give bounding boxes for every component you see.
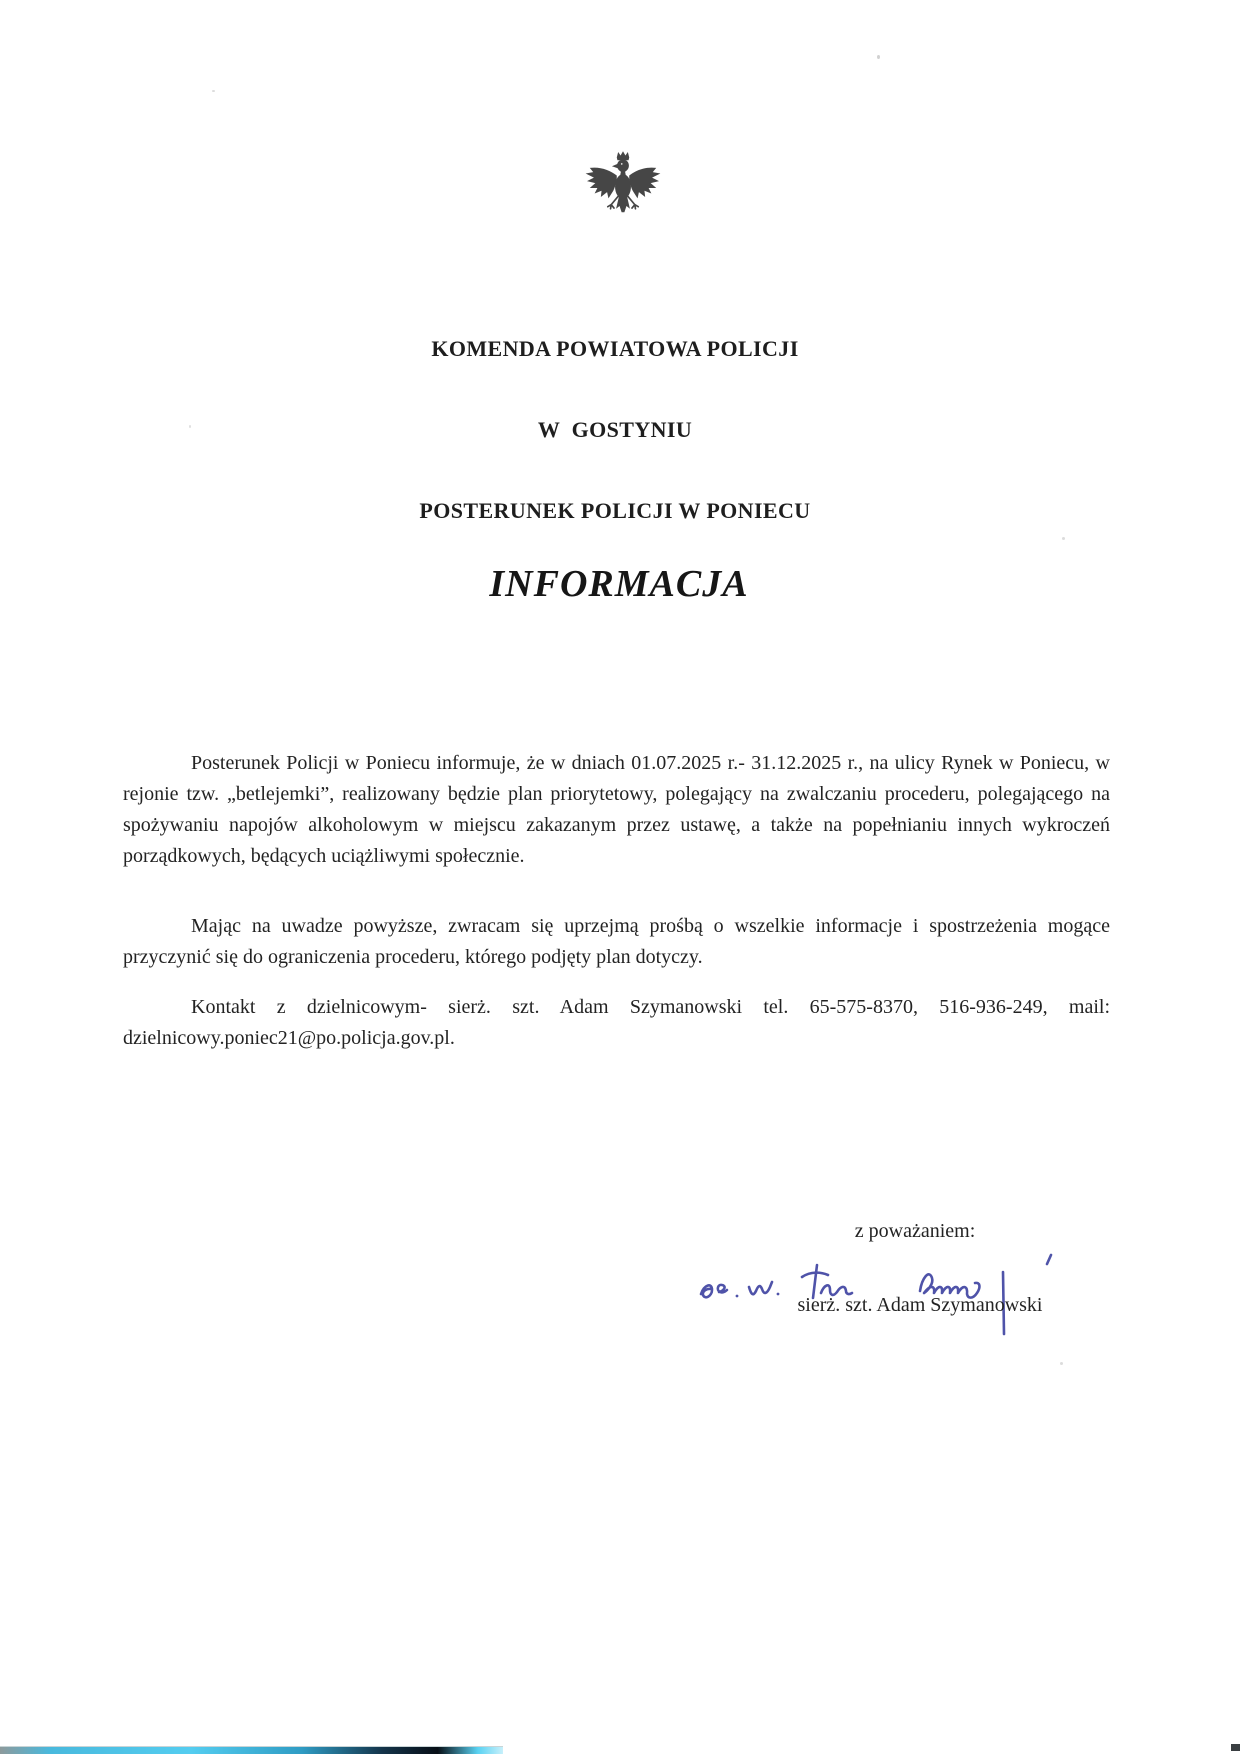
letterhead-line-unit: KOMENDA POWIATOWA POLICJI <box>431 336 799 361</box>
signatory-name: sierż. szt. Adam Szymanowski <box>797 1294 1043 1316</box>
scan-artifact-strip <box>0 1746 503 1754</box>
letterhead-line-city: W GOSTYNIU <box>537 417 693 442</box>
letterhead-line-station: POSTERUNEK POLICJI W PONIECU <box>419 498 811 523</box>
scan-speck <box>189 425 191 428</box>
letterhead <box>365 281 865 578</box>
scan-speck <box>212 90 215 92</box>
paragraph-contact: Kontakt z dzielnicowym- sierż. szt. Adam Szymanowski tel. 65-575-8370, 516-936-249, mail: dzielnicowy.poniec21@po.policja.gov.pl. <box>123 996 1110 1049</box>
paragraph-notice: Posterunek Policji w Poniecu informuje, że w dniach 01.07.2025 r.- 31.12.2025 r., na ulicy Rynek w Poniecu, w rejonie tzw. „betlejemki”, realizowany będzie plan priorytetowy, polegający na zwalczaniu procederu, polegającego na spożywaniu napojów alkoholowym w miejscu zakazanym przez ustawę, a także na popełnianiu innych wykroczeń porządkowych, będących uciążliwymi społecznie. <box>123 752 1110 867</box>
scan-artifact-mark <box>1231 1744 1240 1751</box>
paragraph-request: Mając na uwadze powyższe, zwracam się uprzejmą prośbą o wszelkie informacje i spostrzeżenia mogące przyczynić się do ograniczenia procederu, którego podjęty plan dotyczy. <box>123 915 1110 968</box>
scan-speck <box>1060 1362 1063 1365</box>
polish-eagle-emblem-icon <box>578 144 668 232</box>
letter-body <box>123 748 1110 1054</box>
scan-speck <box>877 55 880 59</box>
document-title: INFORMACJA <box>489 563 749 605</box>
closing-phrase: z poważaniem: <box>854 1220 976 1242</box>
scan-speck <box>1062 537 1065 540</box>
